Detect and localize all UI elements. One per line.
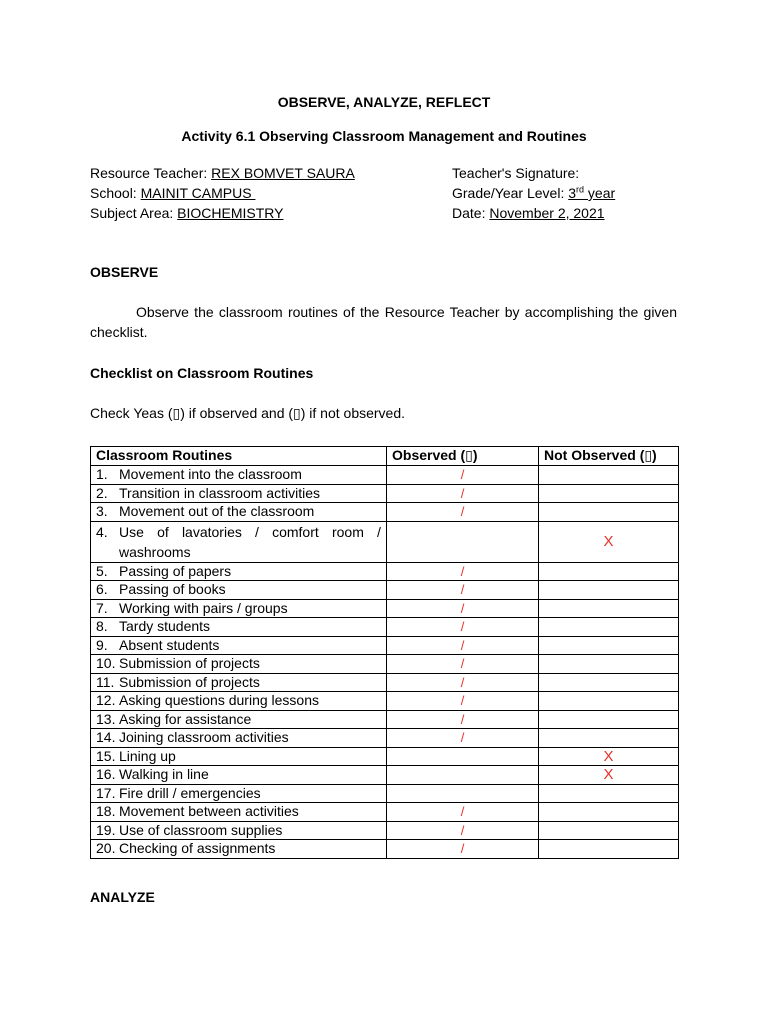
routine-word: lavatories <box>181 523 242 540</box>
not-observed-cell <box>539 747 679 766</box>
header-not-observed: Not Observed (▯) <box>539 447 679 466</box>
routine-text: Walking in line <box>119 766 209 782</box>
routine-number: 7. <box>96 599 108 616</box>
observed-cell <box>387 599 539 618</box>
table-row <box>91 821 679 840</box>
routine-number: 6. <box>96 581 108 597</box>
routine-number: 9. <box>96 636 108 653</box>
routine-cell <box>91 766 387 785</box>
signature-label: Teacher's Signature: <box>452 165 580 181</box>
routine-number: 20. <box>96 840 116 856</box>
observed-mark: / <box>460 804 465 819</box>
routine-cell <box>91 599 387 618</box>
observed-mark: / <box>460 619 465 634</box>
not-observed-cell <box>539 840 679 859</box>
routine-cell <box>91 484 387 503</box>
not-observed-cell <box>539 673 679 692</box>
observed-cell <box>387 840 539 859</box>
routine-word: / <box>255 523 259 540</box>
routine-number: 12. <box>96 692 116 708</box>
routine-text: Submission of projects <box>119 673 260 690</box>
routine-cell <box>91 618 387 637</box>
table-row <box>91 766 679 785</box>
observed-mark: / <box>460 504 465 519</box>
routine-text: Working with pairs / groups <box>119 599 288 616</box>
table-row <box>91 710 679 729</box>
table-row <box>91 729 679 748</box>
table-row <box>91 581 679 600</box>
routine-word: of <box>157 523 169 540</box>
observed-cell <box>387 729 539 748</box>
routine-cell <box>91 729 387 748</box>
routine-text-line1 <box>119 522 381 542</box>
not-observed-cell <box>539 618 679 637</box>
routine-text: Use of classroom supplies <box>119 821 283 838</box>
grade-level-field <box>452 185 615 201</box>
routine-cell <box>91 581 387 600</box>
not-observed-mark: X <box>603 766 614 783</box>
school-label: School: <box>90 185 141 201</box>
routine-text: Asking for assistance <box>119 710 252 727</box>
table-row <box>91 636 679 655</box>
routine-text: Tardy students <box>119 618 211 634</box>
not-observed-mark: X <box>603 532 614 550</box>
observed-cell <box>387 821 539 840</box>
not-observed-cell <box>539 766 679 785</box>
observe-paragraph: Observe the classroom routines of the Resource Teacher by accomplishing the given checklist. <box>90 304 677 340</box>
table-row <box>91 521 679 562</box>
routine-word: room <box>331 523 364 540</box>
routine-text: Asking questions during lessons <box>119 692 320 708</box>
routine-number: 4. <box>96 523 108 540</box>
observed-cell <box>387 710 539 729</box>
not-observed-cell <box>539 655 679 674</box>
date-label: Date: <box>452 205 490 221</box>
observed-cell <box>387 484 539 503</box>
observed-cell <box>387 636 539 655</box>
routine-text: Movement into the classroom <box>119 466 302 482</box>
routine-number: 14. <box>96 729 116 745</box>
observed-cell <box>387 618 539 637</box>
routine-text: Movement between activities <box>119 803 299 819</box>
grade-level-value <box>568 185 615 201</box>
routine-word: / <box>377 523 381 540</box>
observed-cell <box>387 673 539 692</box>
observed-mark: / <box>460 637 465 653</box>
checklist-instruction: Check Yeas (▯) if observed and (▯) if not observed. <box>90 405 406 421</box>
table-row <box>91 503 679 522</box>
grade-ordinal-suffix: rd <box>576 184 585 195</box>
table-row <box>91 803 679 822</box>
routine-text: Submission of projects <box>119 655 260 671</box>
table-header-row <box>91 447 679 466</box>
resource-teacher-value: REX BOMVET SAURA <box>211 165 355 181</box>
routine-number: 19. <box>96 821 116 838</box>
observed-cell <box>387 655 539 674</box>
routine-number: 10. <box>96 655 116 671</box>
table-row <box>91 655 679 674</box>
routine-text-line2: washrooms <box>119 543 191 560</box>
routine-number: 15. <box>96 747 116 764</box>
observed-mark: / <box>460 656 465 671</box>
activity-subtitle: Activity 6.1 Observing Classroom Management and Routines <box>181 128 587 144</box>
not-observed-cell <box>539 692 679 711</box>
routine-number: 1. <box>96 466 108 482</box>
not-observed-cell <box>539 710 679 729</box>
table-row <box>91 692 679 711</box>
routine-cell <box>91 784 387 803</box>
observe-heading: OBSERVE <box>90 264 159 280</box>
routine-cell <box>91 692 387 711</box>
routine-cell <box>91 636 387 655</box>
observed-mark: / <box>460 730 465 745</box>
observed-mark: / <box>460 841 465 856</box>
table-row <box>91 618 679 637</box>
routine-word: comfort <box>272 523 319 540</box>
observed-mark: / <box>460 582 465 597</box>
header-observed: Observed (▯) <box>387 447 539 466</box>
observed-mark: / <box>460 822 465 838</box>
table-row <box>91 599 679 618</box>
routine-cell <box>91 803 387 822</box>
routine-text: Movement out of the classroom <box>119 503 315 519</box>
subject-area-value: BIOCHEMISTRY <box>177 205 284 221</box>
observed-cell <box>387 466 539 485</box>
routine-cell <box>91 821 387 840</box>
table-row <box>91 840 679 859</box>
observed-cell <box>387 784 539 803</box>
observed-cell <box>387 747 539 766</box>
routine-number: 2. <box>96 484 108 501</box>
table-row <box>91 466 679 485</box>
routine-number: 11. <box>96 673 115 690</box>
routine-number: 17. <box>96 784 116 801</box>
not-observed-cell <box>539 466 679 485</box>
routine-number: 13. <box>96 710 116 727</box>
not-observed-cell <box>539 562 679 581</box>
routine-number: 8. <box>96 618 108 634</box>
observed-mark: / <box>460 674 465 690</box>
table-row <box>91 484 679 503</box>
resource-teacher-label: Resource Teacher: <box>90 165 212 181</box>
routine-number: 16. <box>96 766 116 782</box>
not-observed-cell <box>539 521 679 562</box>
routine-text: Lining up <box>119 747 176 764</box>
header-classroom-routines: Classroom Routines <box>91 447 387 466</box>
grade-level-label: Grade/Year Level: <box>452 185 569 201</box>
routine-text: Fire drill / emergencies <box>119 784 261 801</box>
observed-cell <box>387 503 539 522</box>
observed-mark: / <box>460 711 465 727</box>
routine-number: 3. <box>96 503 108 519</box>
routine-cell <box>91 503 387 522</box>
document-title: OBSERVE, ANALYZE, REFLECT <box>277 94 491 110</box>
table-row <box>91 747 679 766</box>
table-row <box>91 784 679 803</box>
routine-cell <box>91 521 387 562</box>
routine-text: Absent students <box>119 636 220 653</box>
subject-area-field <box>90 205 283 221</box>
table-row <box>91 673 679 692</box>
observed-cell <box>387 692 539 711</box>
routine-cell <box>91 710 387 729</box>
not-observed-cell <box>539 636 679 655</box>
grade-number: 3 <box>568 185 577 201</box>
observed-mark: / <box>460 467 465 482</box>
observed-mark: / <box>460 563 465 579</box>
date-value: November 2, 2021 <box>489 205 605 221</box>
routine-text: Transition in classroom activities <box>119 484 320 501</box>
routine-cell <box>91 673 387 692</box>
routine-cell <box>91 840 387 859</box>
routine-number: 5. <box>96 562 108 579</box>
school-value: MAINIT CAMPUS <box>140 185 256 201</box>
checklist-heading: Checklist on Classroom Routines <box>90 365 314 381</box>
resource-teacher-field <box>90 165 355 181</box>
school-field <box>90 185 255 201</box>
not-observed-cell <box>539 803 679 822</box>
observed-mark: / <box>460 600 465 616</box>
routine-text: Checking of assignments <box>119 840 276 856</box>
table-row <box>91 562 679 581</box>
not-observed-cell <box>539 599 679 618</box>
not-observed-mark: X <box>603 747 614 765</box>
observed-mark: / <box>460 693 465 708</box>
not-observed-cell <box>539 503 679 522</box>
not-observed-cell <box>539 784 679 803</box>
routine-cell <box>91 655 387 674</box>
observed-cell <box>387 562 539 581</box>
not-observed-cell <box>539 484 679 503</box>
routine-word: Use <box>119 523 144 540</box>
routine-text: Joining classroom activities <box>119 729 289 745</box>
routines-checklist-table <box>90 446 679 859</box>
not-observed-cell <box>539 729 679 748</box>
not-observed-cell <box>539 821 679 840</box>
routine-text: Passing of books <box>119 581 226 597</box>
routine-cell <box>91 747 387 766</box>
observed-cell <box>387 766 539 785</box>
not-observed-cell <box>539 581 679 600</box>
routine-text: Passing of papers <box>119 562 232 579</box>
routine-number: 18. <box>96 803 116 819</box>
observed-cell <box>387 803 539 822</box>
routine-cell <box>91 562 387 581</box>
routine-cell <box>91 466 387 485</box>
subject-area-label: Subject Area: <box>90 205 178 221</box>
observed-mark: / <box>460 485 465 501</box>
grade-word: year <box>584 185 616 201</box>
routines-table-body <box>91 466 679 859</box>
date-field <box>452 205 605 221</box>
signature-field <box>452 165 579 181</box>
observed-cell <box>387 581 539 600</box>
observed-cell <box>387 521 539 562</box>
analyze-heading: ANALYZE <box>90 889 155 905</box>
